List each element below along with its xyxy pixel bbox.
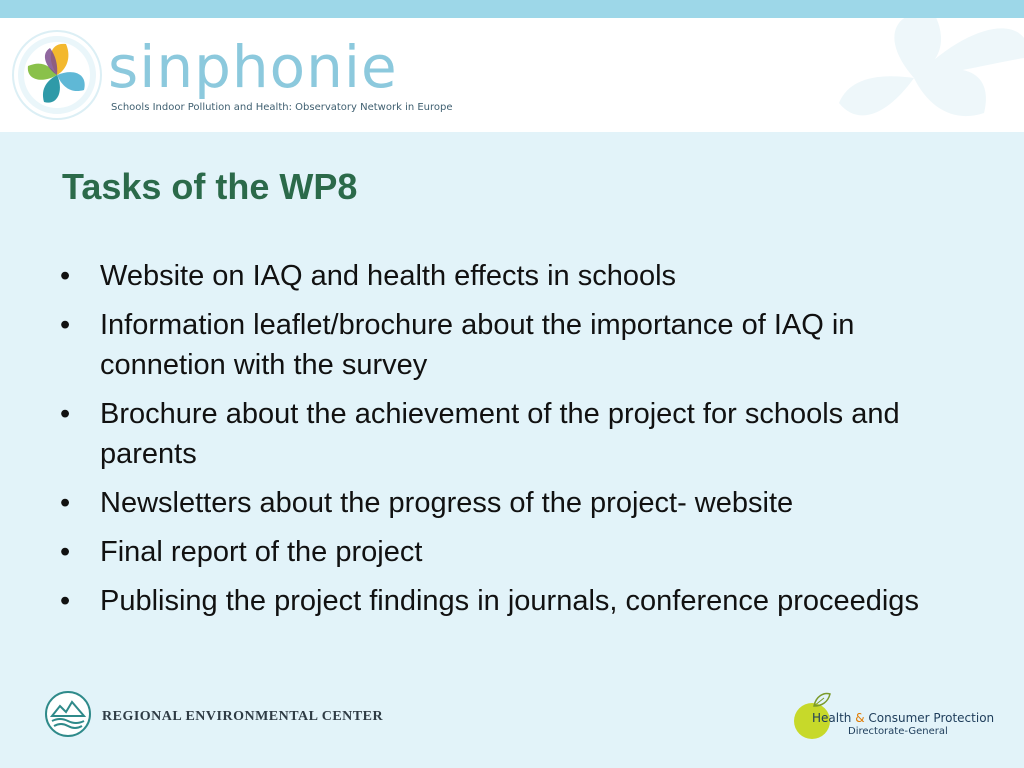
slide-title: Tasks of the WP8 bbox=[62, 166, 358, 207]
hcp-logo-subtitle: Directorate-General bbox=[848, 726, 948, 737]
bullet-item: • Newsletters about the progress of the project- website bbox=[56, 483, 976, 523]
top-stripe bbox=[0, 0, 1024, 18]
mountain-waves-icon bbox=[44, 690, 92, 738]
rec-logo-text: REGIONAL ENVIRONMENTAL CENTER bbox=[102, 709, 384, 724]
bullet-item: • Publising the project findings in journals, conference proceedigs bbox=[56, 581, 976, 621]
hcp-logo-title bbox=[812, 711, 994, 725]
task-bullet-list bbox=[56, 256, 976, 630]
health-consumer-protection-logo bbox=[792, 690, 995, 744]
logo-tagline: Schools Indoor Pollution and Health: Observatory Network in Europe bbox=[111, 102, 453, 113]
bullet-item: • Final report of the project bbox=[56, 532, 976, 572]
bullet-item: • Brochure about the achievement of the project for schools and parents bbox=[56, 394, 976, 474]
pinwheel-flower-icon bbox=[10, 28, 104, 122]
hcp-consumer-text: Consumer Protection bbox=[868, 711, 995, 725]
hcp-health-text: Health bbox=[812, 711, 852, 725]
bullet-item: • Website on IAQ and health effects in schools bbox=[56, 256, 976, 296]
header-pinwheel-decoration bbox=[664, 18, 1024, 132]
bullet-item: • Information leaflet/brochure about the importance of IAQ in connetion with the survey bbox=[56, 305, 976, 385]
header-band bbox=[0, 18, 1024, 132]
hcp-ampersand: & bbox=[855, 711, 865, 725]
sinphonie-logo-wordmark: sinphonie bbox=[108, 33, 398, 101]
